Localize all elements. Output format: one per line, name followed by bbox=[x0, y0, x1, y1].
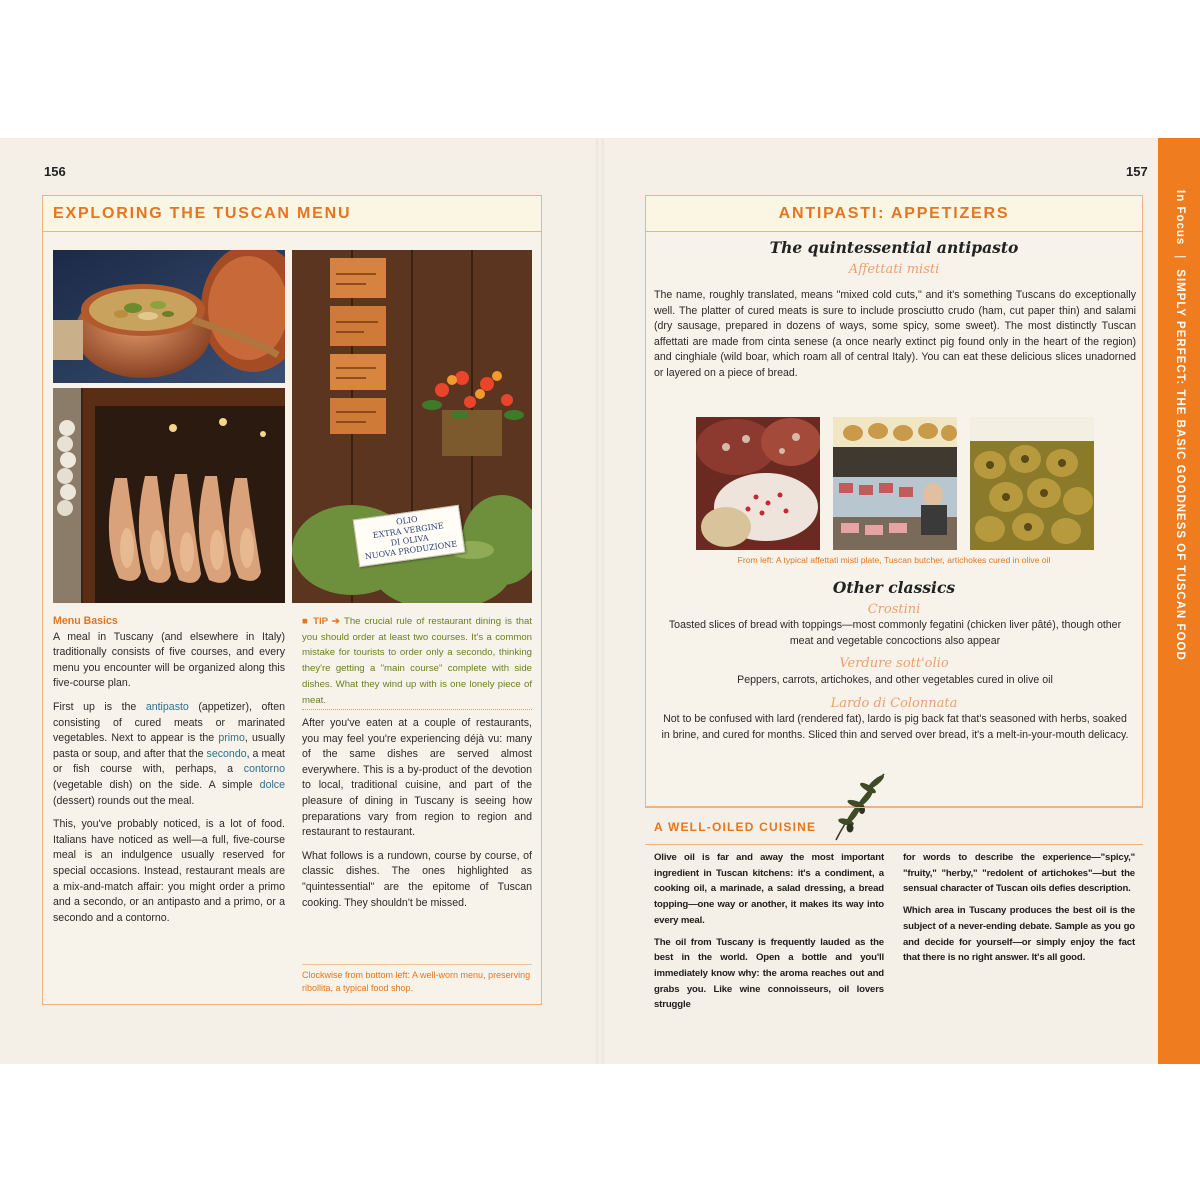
left-page-number: 156 bbox=[44, 164, 66, 179]
artichokes-illustration bbox=[970, 417, 1094, 550]
dish-lardo-di-colonnata: Lardo di Colonnata bbox=[830, 696, 958, 711]
ribollita-pot-illustration bbox=[53, 250, 285, 383]
dish-crostini: Crostini bbox=[867, 602, 921, 617]
menu-basics-column bbox=[53, 614, 285, 934]
antipasti-section-box bbox=[645, 195, 1143, 807]
photo-artichokes-in-oil bbox=[970, 417, 1094, 550]
photo-tuscan-butcher bbox=[833, 417, 957, 550]
page-gutter bbox=[596, 138, 604, 1064]
chapter-side-text: In Focus|SIMPLY PERFECT: THE BASIC GOODNESS OF TUSCAN FOOD bbox=[1174, 190, 1186, 661]
term-dolce: dolce bbox=[259, 778, 285, 791]
olive-oil-title: A WELL-OILED CUISINE bbox=[654, 820, 817, 834]
menu-basics-heading: Menu Basics bbox=[53, 615, 118, 627]
term-contorno: contorno bbox=[243, 763, 285, 776]
menu-rundown-column bbox=[302, 716, 532, 919]
term-primo: primo bbox=[218, 732, 245, 745]
menu-basics-para-2: First up is the antipasto (appetizer), often consisting of cured meats or marinated vegetables. Next to appear is the primo, usually pasta or soup, and after that the secondo, a meat or fish course with, perhaps, a contorno (vegetable dish) on the side. A simple dolce (dessert) rounds out the meal. bbox=[53, 700, 286, 807]
menu-section-box bbox=[42, 195, 542, 1005]
olive-oil-col-1 bbox=[654, 850, 884, 1019]
menu-section-title: EXPLORING THE TUSCAN MENU bbox=[53, 205, 352, 222]
crostini-description: Toasted slices of bread with toppings—most commonly fegatini (chicken liver pâté), though other meat and vegetable concoctions also appear bbox=[668, 619, 1122, 647]
photo-affettati-plate bbox=[696, 417, 820, 550]
rundown-para-1: After you've eaten at a couple of restaurants, you may feel you're experiencing déjà vu: many of the same dishes are served almost everywhere. This is a by-product of the devotion to local, traditional cuisine, and part of the pleasure of dining in Tuscany is seeing how preparations vary from region to region and restaurant to restaurant. bbox=[302, 717, 532, 839]
photo-food-shop bbox=[53, 388, 285, 603]
other-classics-heading: Other classics bbox=[832, 578, 956, 597]
caption-rule bbox=[302, 964, 532, 965]
olive-oil-para-4: Which area in Tuscany produces the best oil is the subject of a never-ending debate. Sample as you go and decide for yourself—or simply enjoy the fact that there is no right answer. It's all good. bbox=[903, 905, 1135, 964]
affettati-plate-illustration bbox=[696, 417, 820, 550]
tip-separator bbox=[302, 709, 532, 710]
tip-text: The crucial rule of restaurant dining is that you should order at least two courses. It's a common mistake for tourists to order only a secondo, thinking they're getting a "main course" complete with side dishes. What they wind up with is one lonely piece of meat. bbox=[302, 616, 532, 706]
chapter-label: In Focus bbox=[1174, 190, 1186, 246]
olive-oil-rule bbox=[645, 844, 1143, 845]
rundown-para-2: What follows is a rundown, course by course, of classic dishes. The ones highlighted as "quintessential" are the epitome of Tuscan cooking. They shouldn't be missed. bbox=[302, 849, 532, 909]
tuscan-butcher-illustration bbox=[833, 417, 957, 550]
book-spread bbox=[0, 138, 1200, 1064]
olive-oil-sidebar bbox=[645, 807, 1143, 1011]
term-secondo: secondo bbox=[206, 747, 247, 760]
olive-oil-para-1: Olive oil is far and away the most important ingredient in Tuscan kitchens: it's a condiment, a cooking oil, a marinade, a salad dressing, a bread topping—one way or another, it makes its way into every meal. bbox=[654, 852, 884, 926]
olive-oil-para-2: The oil from Tuscany is frequently lauded as the best in the world. Open a bottle and you'll immediately know why: the aroma reaches out and grabs you. Like wine connoisseurs, oil lovers struggle bbox=[654, 936, 884, 1011]
menu-basics-para-1: A meal in Tuscany (and elsewhere in Italy) traditionally consists of five courses, and every menu you encounter will be organized along this five-course plan. bbox=[53, 630, 285, 690]
menu-section-header bbox=[43, 196, 541, 232]
antipasti-section-header bbox=[646, 196, 1142, 232]
dish-verdure-sottolio: Verdure sott'olio bbox=[839, 656, 949, 671]
dish-affettati-misti: Affettati misti bbox=[848, 262, 940, 277]
right-page-number: 157 bbox=[1126, 164, 1148, 179]
olive-oil-para-3: for words to describe the experience—"spicy," "fruity," "herby," "redolent of artichokes"—but the sensual character of Tuscan oils defies description. bbox=[903, 852, 1135, 895]
tip-label: ■ TIP ➔ bbox=[302, 616, 344, 627]
left-photo-caption: Clockwise from bottom left: A well-worn menu, preserving ribollita, a typical food shop. bbox=[302, 970, 531, 993]
olive-oil-col-2 bbox=[903, 850, 1135, 972]
photo-ribollita-pot bbox=[53, 250, 285, 383]
antipasti-section-title: ANTIPASTI: APPETIZERS bbox=[778, 205, 1010, 222]
olive-oil-sign: OLIO EXTRA VERGINE DI OLIVA NUOVA PRODUZIONE bbox=[353, 505, 466, 567]
photo-menu-boards bbox=[292, 250, 532, 603]
term-antipasto: antipasto bbox=[145, 700, 189, 713]
tip-box bbox=[302, 614, 532, 708]
verdure-description: Peppers, carrots, artichokes, and other vegetables cured in olive oil bbox=[737, 674, 1053, 686]
affettati-description: The name, roughly translated, means "mixed cold cuts," and it's something Tuscans do exceptionally well. The platter of cured meats is sure to include prosciutto crudo (ham, cut paper thin) and salami (dry sausage, prepared in dozens of ways, some spicy, some sweet). The most distinctly Tuscan affettati are made from cinta senese (a once nearly extinct pig found only in the heart of the region) and cinghiale (wild boar, which roam all of central Italy). You can eat these delicious slices unadorned or layered on a piece of bread. bbox=[654, 289, 1136, 379]
antipasti-photo-caption: From left: A typical affettati misti plate, Tuscan butcher, artichokes cured in olive oil bbox=[737, 555, 1051, 565]
quintessential-heading: The quintessential antipasto bbox=[769, 238, 1019, 257]
menu-basics-para-3: This, you've probably noticed, is a lot of food. Italians have noticed as well—a full, five-course meal is an indulgence usually reserved for special occasions. Instead, restaurant meals are a mix-and-match affair: you might order a primo and a secondo, or an antipasto and a primo, or a secondo and a contorno. bbox=[53, 818, 285, 924]
food-shop-illustration bbox=[53, 388, 285, 603]
chapter-title: SIMPLY PERFECT: THE BASIC GOODNESS OF TUSCAN FOOD bbox=[1174, 269, 1186, 661]
lardo-description: Not to be confused with lard (rendered fat), lardo is pig back fat that's seasoned with herbs, soaked in brine, and cured for months. Sliced thin and served over bread, it's a melt-in-your-mouth delicacy. bbox=[661, 713, 1129, 741]
